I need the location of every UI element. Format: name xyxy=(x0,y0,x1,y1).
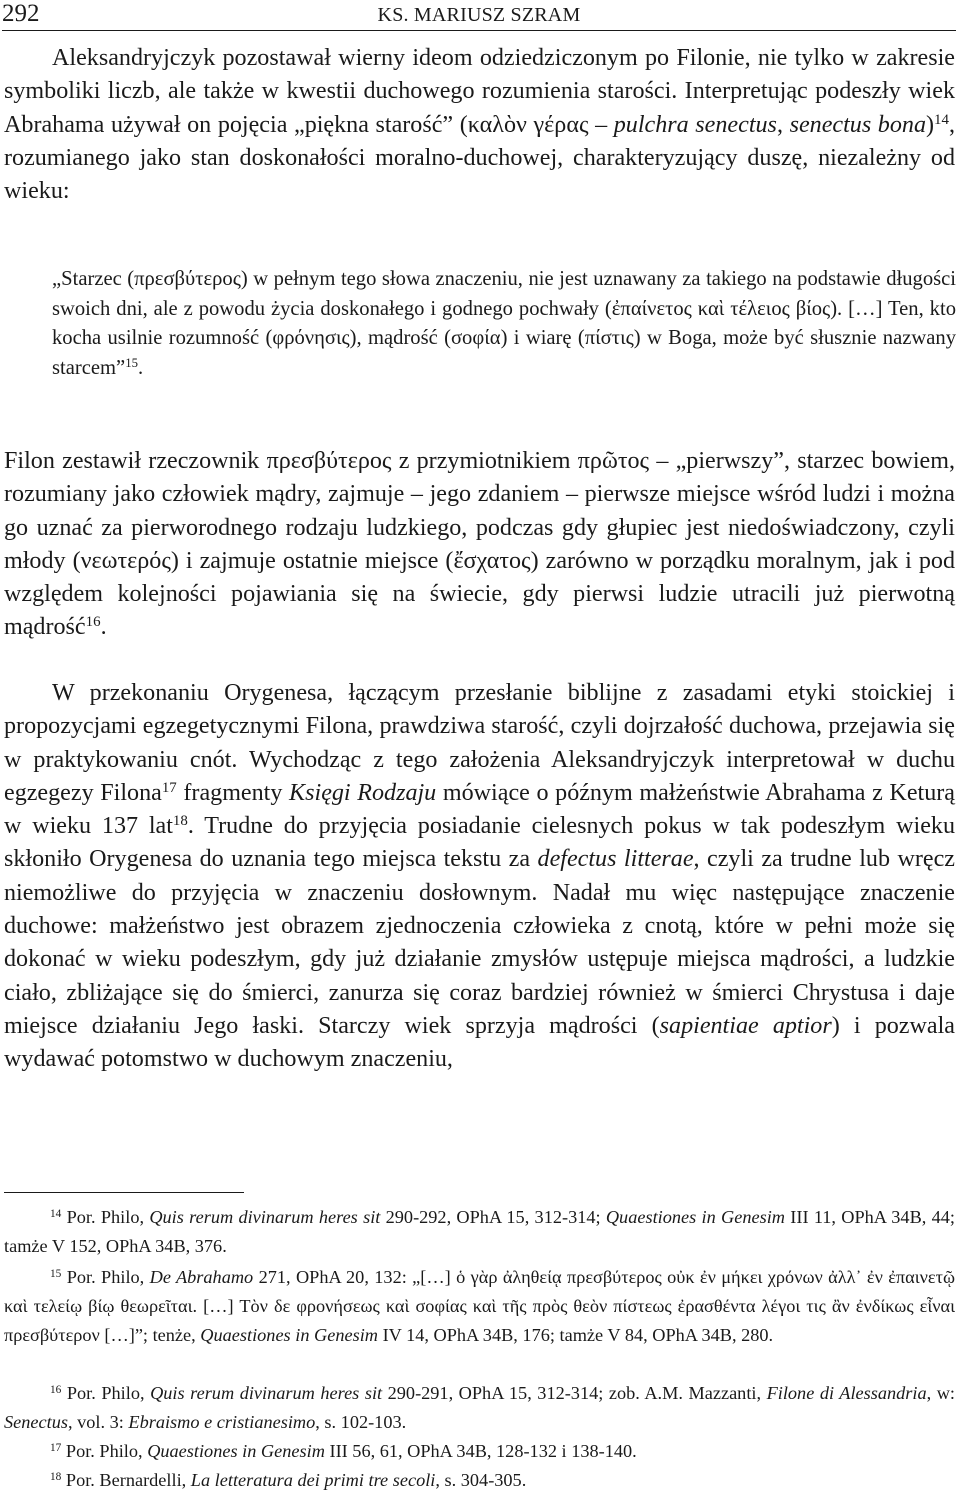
page-number: 292 xyxy=(2,0,40,27)
footnote-separator xyxy=(4,1192,244,1193)
footnote-ref-18[interactable]: 18 xyxy=(172,812,188,829)
block-quote: „Starzec (πρεσβύτερος) w pełnym tego słowa znaczeniu, nie jest uznawany za takiego na podstawie długości swoich dni, ale z powodu życia doskonałego i godnego pochwały (ἐπαίνετος καὶ τέλειος βίος). […] Ten, kto kocha usilnie rozumność (φρόνησις), mądrość (σοφία) i wiarę (πίστις) w Boga, może być słusznie nazwany starcem”$^{15}$. xyxy=(52,268,956,379)
footnote-number: 17 xyxy=(50,1441,62,1454)
paragraph-2: Filon zestawił rzeczownik πρεσβύτερος z przymiotnikiem πρῶτος – „pierwszy”, starzec bowiem, rozumiany jako człowiek mądry, zajmuje – jego zdaniem – pierwsze miejsce wśród ludzi i można go uznać za pierworodnego rodzaju ludzkiego, podczas gdy głupiec jest niedoświadczony, czyli młody (νεωτερός) i zajmuje ostatnie miejsce (ἔσχατος) zarówno w porządku moralnym, jak i pod względem kolejności pojawiania się na świecie, gdy pierwsi ludzie utracili już pierwotną mądrość$^{16}$. xyxy=(4,448,955,641)
footnote-number: 14 xyxy=(50,1207,62,1220)
footnote-14: $^{14}$ Por. Philo, Quis rerum divinarum heres sit 290-292, OPhA 15, 312-314; Quaestiones in Genesim III 11, OPhA 34B, 44; tamże V 152, OPhA 34B, 376. xyxy=(4,1207,955,1256)
running-head: KS. MARIUSZ SZRAM xyxy=(377,4,581,26)
footnote-16: $^{16}$ Por. Philo, Quis rerum divinarum heres sit 290-291, OPhA 15, 312-314; zob. A.M. Mazzanti, Filone di Alessandria, w: Senectus, vol. 3: Ebraismo e cristianesimo, s. 102-103. xyxy=(4,1383,956,1432)
footnote-ref-15[interactable]: 15 xyxy=(125,355,138,370)
footnote-ref-17[interactable]: 17 xyxy=(161,779,177,796)
footnote-ref-14[interactable]: 14 xyxy=(934,111,949,128)
footnote-18: $^{18}$ Por. Bernardelli, La letteratura dei primi tre secoli, s. 304-305. xyxy=(50,1470,527,1490)
paragraph-3: W przekonaniu Orygenesa, łączącym przesłanie biblijne z zasadami etyki stoickiej i propozycjami egzegetycznymi Filona, prawdziwa starość, czyli dojrzałość duchowa, przejawia się w praktykowaniu cnót. Wychodząc z tego założenia Aleksandryjczyk interpretował w duchu egzegezy Filona$^{17}$ fragmenty Księgi Rodzaju mówiące o późnym małżeństwie Abrahama z Keturą w wieku 137 lat$^{18}$. Trudne do przyjęcia posiadanie cielesnych pokus w tak podeszłym wieku skłoniło Orygenesa do uznania tego miejsca tekstu za defectus litterae, czyli za trudne lub wręcz niemożliwe do przyjęcia w znaczeniu dosłownym. Nadał mu więc następujące znaczenie duchowe: małżeństwo jest obrazem zjednoczenia człowieka z cnotą, które w pełni może się dokonać w wieku podeszłym, gdy już działanie zmysłów ustępuje miejsca mądrości, a ludzkie ciało, zbliżające się do śmierci, zanurza się coraz bardziej również w śmierci Chrystusa i daje miejsce działaniu Jego łaski. Starczy wiek sprzyja mądrości (sapientiae aptior) i pozwala wydawać potomstwo w duchowym znaczeniu, xyxy=(4,680,955,1073)
paragraph-1: Aleksandryjczyk pozostawał wierny ideom odziedziczonym po Filonie, nie tylko w zakresie symboliki liczb, ale także w kwestii duchowego rozumienia starości. Interpretując podeszły wiek Abrahama używał on pojęcia „piękna starość” (καλὸν γέρας – pulchra senectus, senectus bona)$^{14}$, rozumianego jako stan doskonałości moralno-duchowej, charakteryzujący duszę, niezależny od wieku: xyxy=(4,45,955,205)
footnote-ref-16[interactable]: 16 xyxy=(85,614,101,631)
footnote-number: 16 xyxy=(50,1383,62,1396)
page-header xyxy=(2,0,956,31)
footnote-17: $^{17}$ Por. Philo, Quaestiones in Genesim III 56, 61, OPhA 34B, 128-132 i 138-140. xyxy=(50,1441,637,1461)
footnote-15: $^{15}$ Por. Philo, De Abrahamo 271, OPhA 20, 132: „[…] ὁ γὰρ ἀληθείᾳ πρεσβύτερος οὐκ ἐν μήκει χρόνων ἀλλ᾽ ἐν ἐπαινετῷ καὶ τελείῳ βίῳ θεωρεῖται. […] Τὸν δε φρονήσεως καὶ σοφίας καὶ τῆς πρὸς θεὸν πίστεως ἐρασθέντα λέγοι τις ἂν ἐνδίκως εἶναι πρεσβύτερον […]”; tenże, Quaestiones in Genesim IV 14, OPhA 34B, 176; tamże V 84, OPhA 34B, 280. xyxy=(4,1267,955,1345)
footnote-number: 18 xyxy=(50,1470,62,1483)
footnote-number: 15 xyxy=(50,1267,62,1280)
